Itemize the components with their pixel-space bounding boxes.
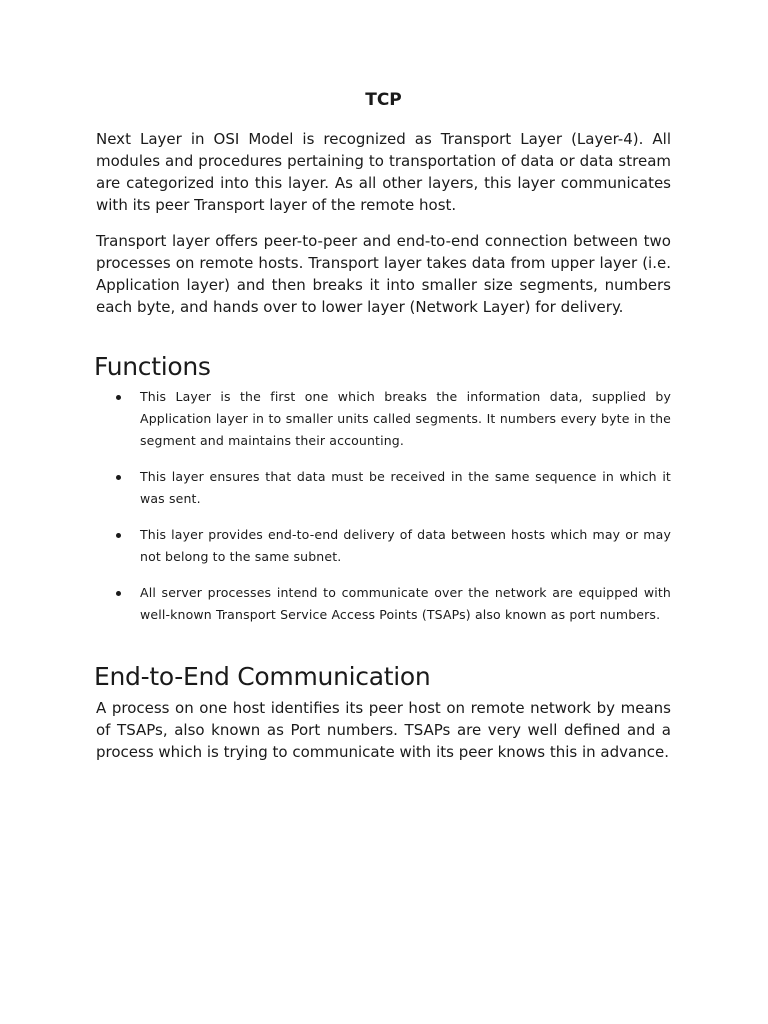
document-title: TCP <box>365 90 402 110</box>
end-to-end-heading: End-to-End Communication <box>94 662 431 691</box>
list-item-text: This layer ensures that data must be received in the same sequence in which it was sent. <box>140 469 671 506</box>
intro-paragraph-2: Transport layer offers peer-to-peer and end-to-end connection between two processes on remote hosts. Transport layer takes data from upper layer (i.e. Application layer) and then breaks it into smaller size segments, numbers each byte, and hands over to lower layer (Network Layer) for delivery. <box>96 232 671 316</box>
bullet-icon <box>116 591 121 596</box>
end-to-end-paragraph: A process on one host identifies its peer host on remote network by means of TSAPs, also known as Port numbers. TSAPs are very well defined and a process which is trying to communicate with its peer knows this in advance. <box>96 699 671 761</box>
functions-heading: Functions <box>94 352 211 381</box>
bullet-icon <box>116 533 121 538</box>
list-item-text: This Layer is the first one which breaks the information data, supplied by Application layer in to smaller units called segments. It numbers every byte in the segment and maintains their accounting. <box>140 389 671 448</box>
list-item-text: All server processes intend to communicate over the network are equipped with well-known Transport Service Access Points (TSAPs) also known as port numbers. <box>140 585 671 622</box>
bullet-icon <box>116 475 121 480</box>
list-item-text: This layer provides end-to-end delivery of data between hosts which may or may not belong to the same subnet. <box>140 527 671 564</box>
bullet-icon <box>116 395 121 400</box>
intro-paragraph-1: Next Layer in OSI Model is recognized as Transport Layer (Layer-4). All modules and procedures pertaining to transportation of data or data stream are categorized into this layer. As all other layers, this layer communicates with its peer Transport layer of the remote host. <box>96 130 671 214</box>
